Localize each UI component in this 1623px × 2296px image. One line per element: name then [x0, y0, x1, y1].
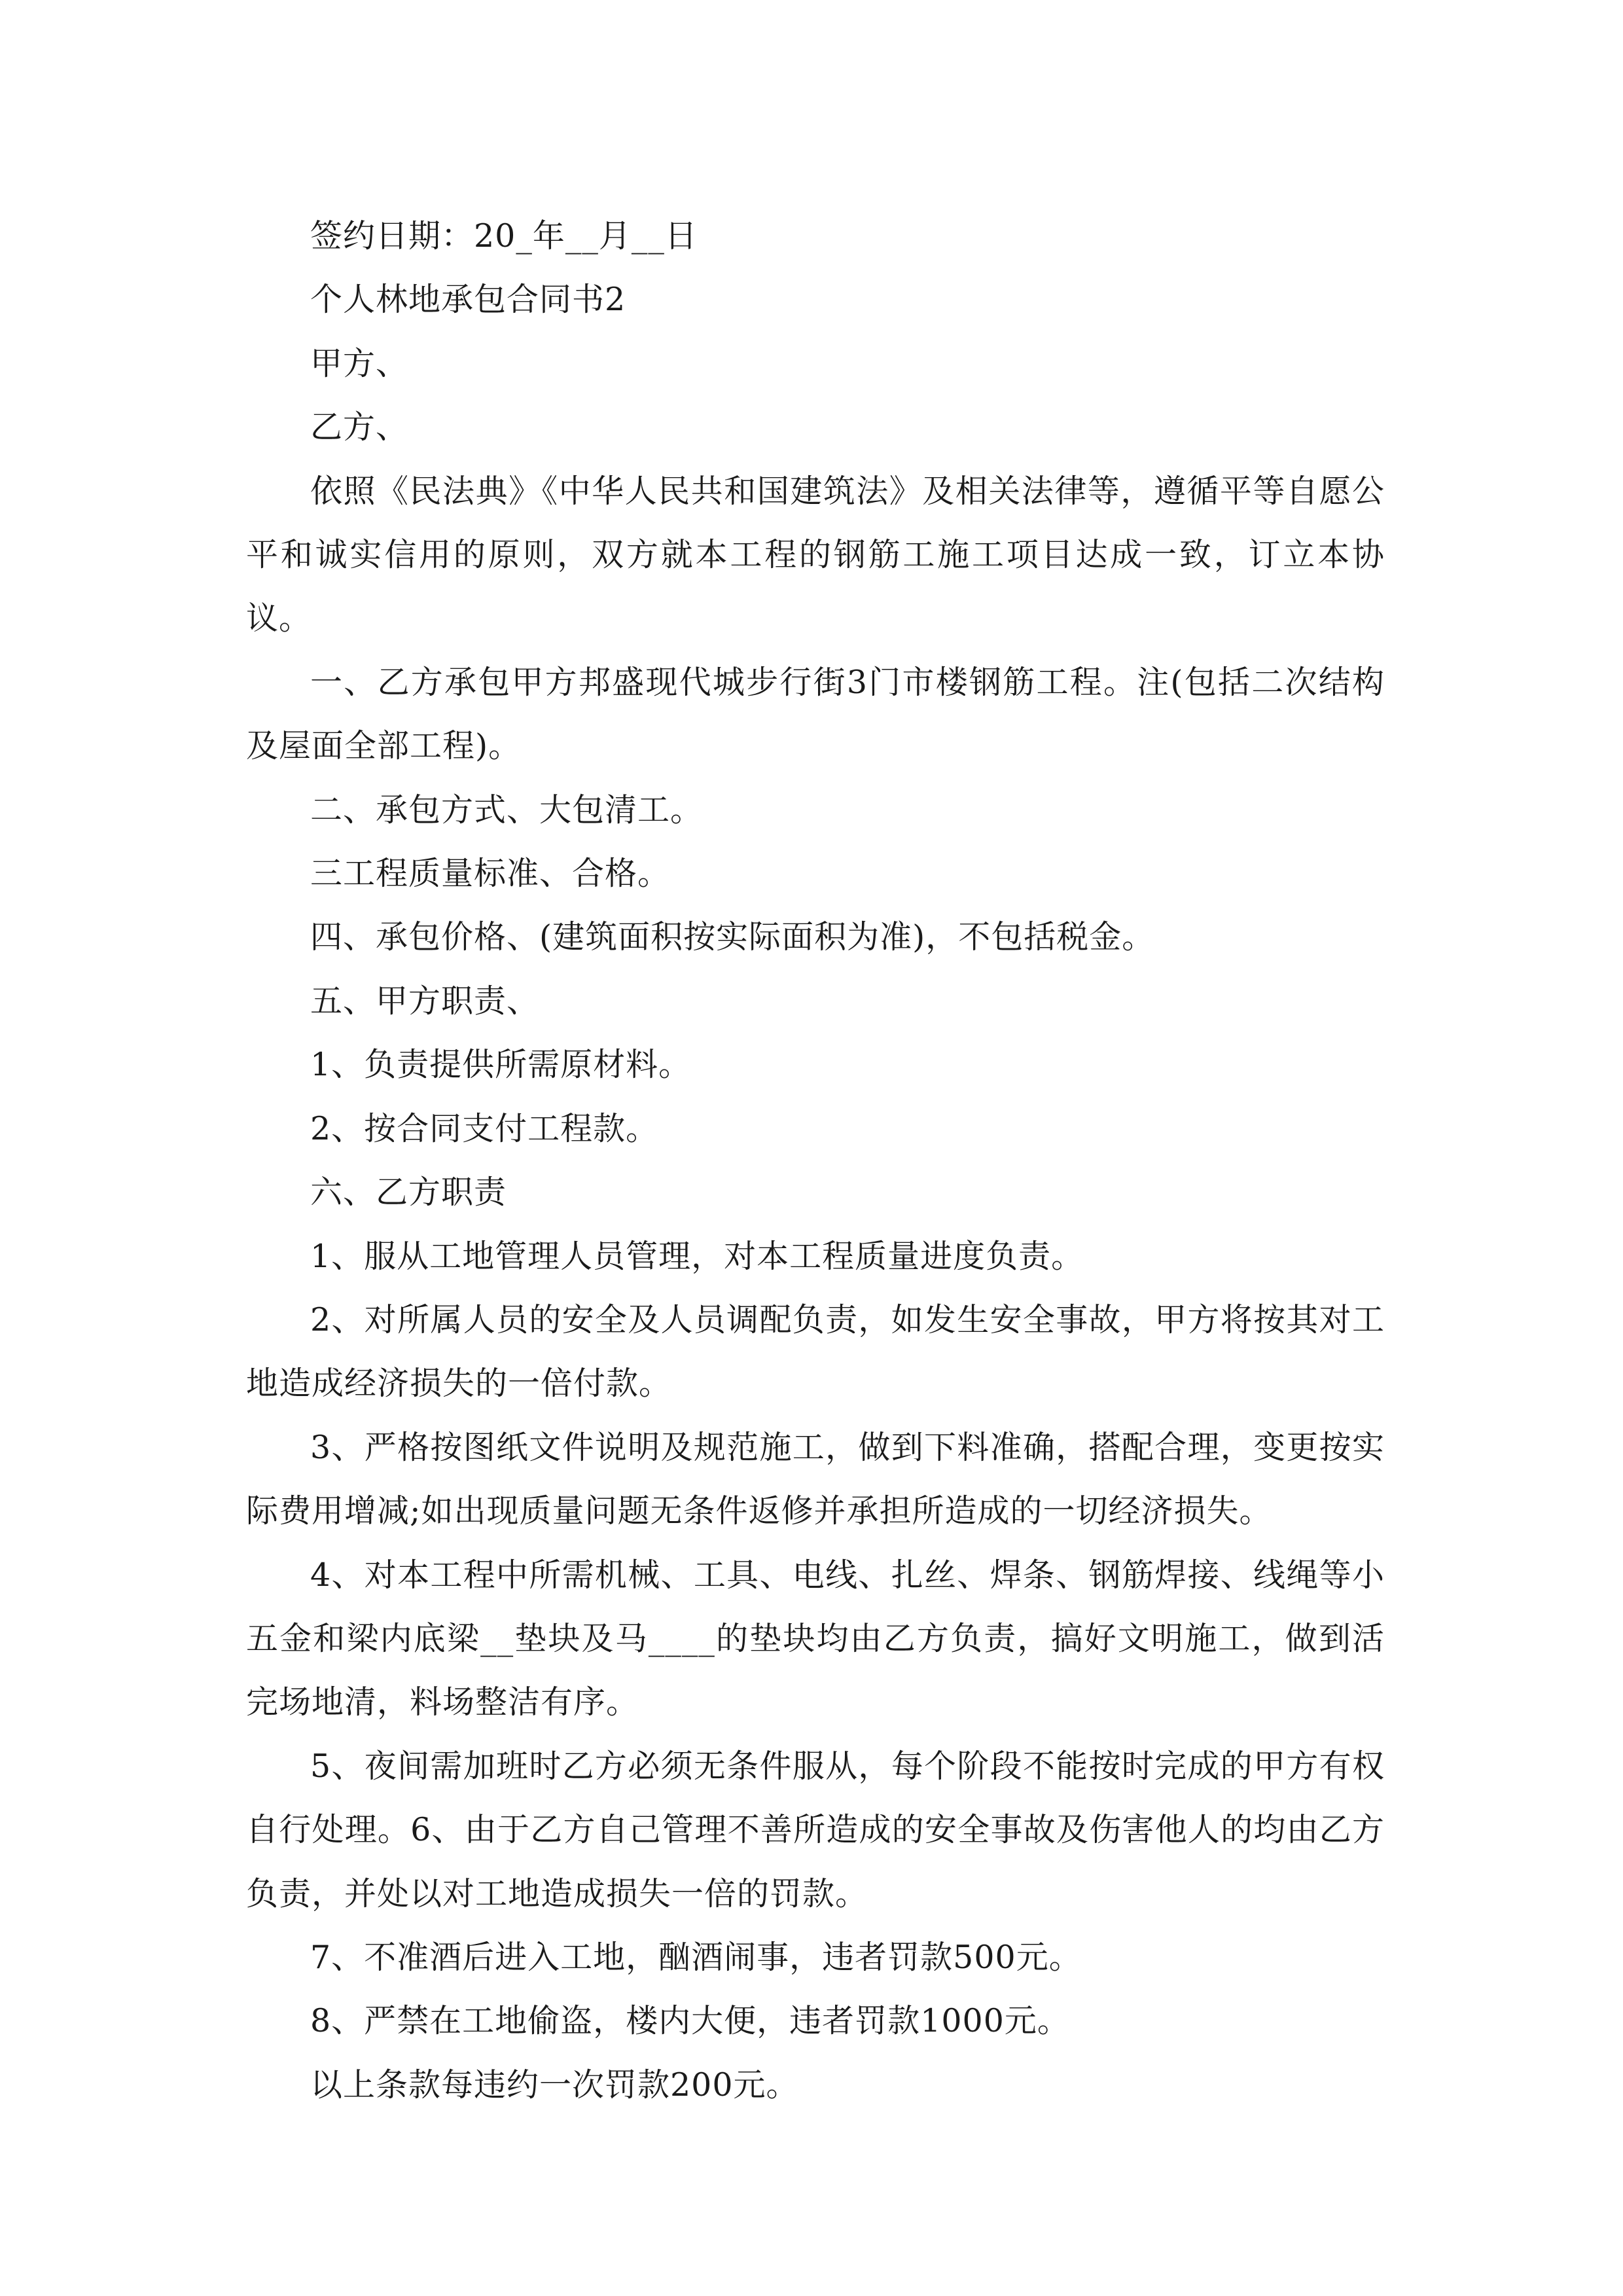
contract-title: 个人林地承包合同书2: [310, 281, 626, 319]
clause-6-item-5-6: 5、夜间需加班时乙方必须无条件服从，每个阶段不能按时完成的甲方有权自行处理。6、由于乙方自己管理不善所造成的安全事故及伤害他人的均由乙方负责，并处以对工地造成损失一倍的罚款。: [246, 1747, 1385, 1912]
clause-6-item-7: 7、不准酒后进入工地，酗酒闹事，违者罚款500元。: [310, 1938, 1082, 1976]
clause-2-method: 二、承包方式、大包清工。: [310, 791, 704, 829]
clause-5-heading: 五、甲方职责、: [310, 982, 540, 1020]
clause-6-item-4: 4、对本工程中所需机械、工具、电线、扎丝、焊条、钢筋焊接、线绳等小五金和梁内底梁__垫块及马____的垫块均由乙方负责，搞好文明施工，做到活完场地清，料场整洁有序。: [246, 1556, 1385, 1721]
signing-date: 签约日期：20_年__月__日: [310, 217, 698, 255]
clause-5-item-2: 2、按合同支付工程款。: [310, 1109, 659, 1147]
document-body: [246, 204, 1385, 2117]
clause-1-scope: 一、乙方承包甲方邦盛现代城步行街3门市楼钢筋工程。注(包括二次结构及屋面全部工程)。: [246, 663, 1385, 765]
clause-3-quality: 三工程质量标准、合格。: [310, 855, 671, 893]
party-a: 甲方、: [310, 344, 409, 382]
party-b: 乙方、: [310, 408, 409, 446]
clause-5-item-1: 1、负责提供所需原材料。: [310, 1046, 692, 1084]
clause-6-heading: 六、乙方职责: [310, 1174, 507, 1211]
clause-6-item-8: 8、严禁在工地偷盗，楼内大便，违者罚款1000元。: [310, 2002, 1070, 2040]
preamble: 依照《民法典》《中华人民共和国建筑法》及相关法律等，遵循平等自愿公平和诚实信用的原则，双方就本工程的钢筋工施工项目达成一致，订立本协议。: [246, 472, 1385, 637]
clause-4-price: 四、承包价格、(建筑面积按实际面积为准)，不包括税金。: [310, 918, 1155, 956]
clause-6-item-2: 2、对所属人员的安全及人员调配负责，如发生安全事故，甲方将按其对工地造成经济损失的一倍付款。: [246, 1300, 1385, 1403]
clause-6-item-1: 1、服从工地管理人员管理，对本工程质量进度负责。: [310, 1237, 1084, 1275]
clause-6-item-3: 3、严格按图纸文件说明及规范施工，做到下料准确，搭配合理，变更按实际费用增减;如出现质量问题无条件返修并承担所造成的一切经济损失。: [246, 1428, 1385, 1530]
penalty-note: 以上条款每违约一次罚款200元。: [310, 2066, 799, 2104]
